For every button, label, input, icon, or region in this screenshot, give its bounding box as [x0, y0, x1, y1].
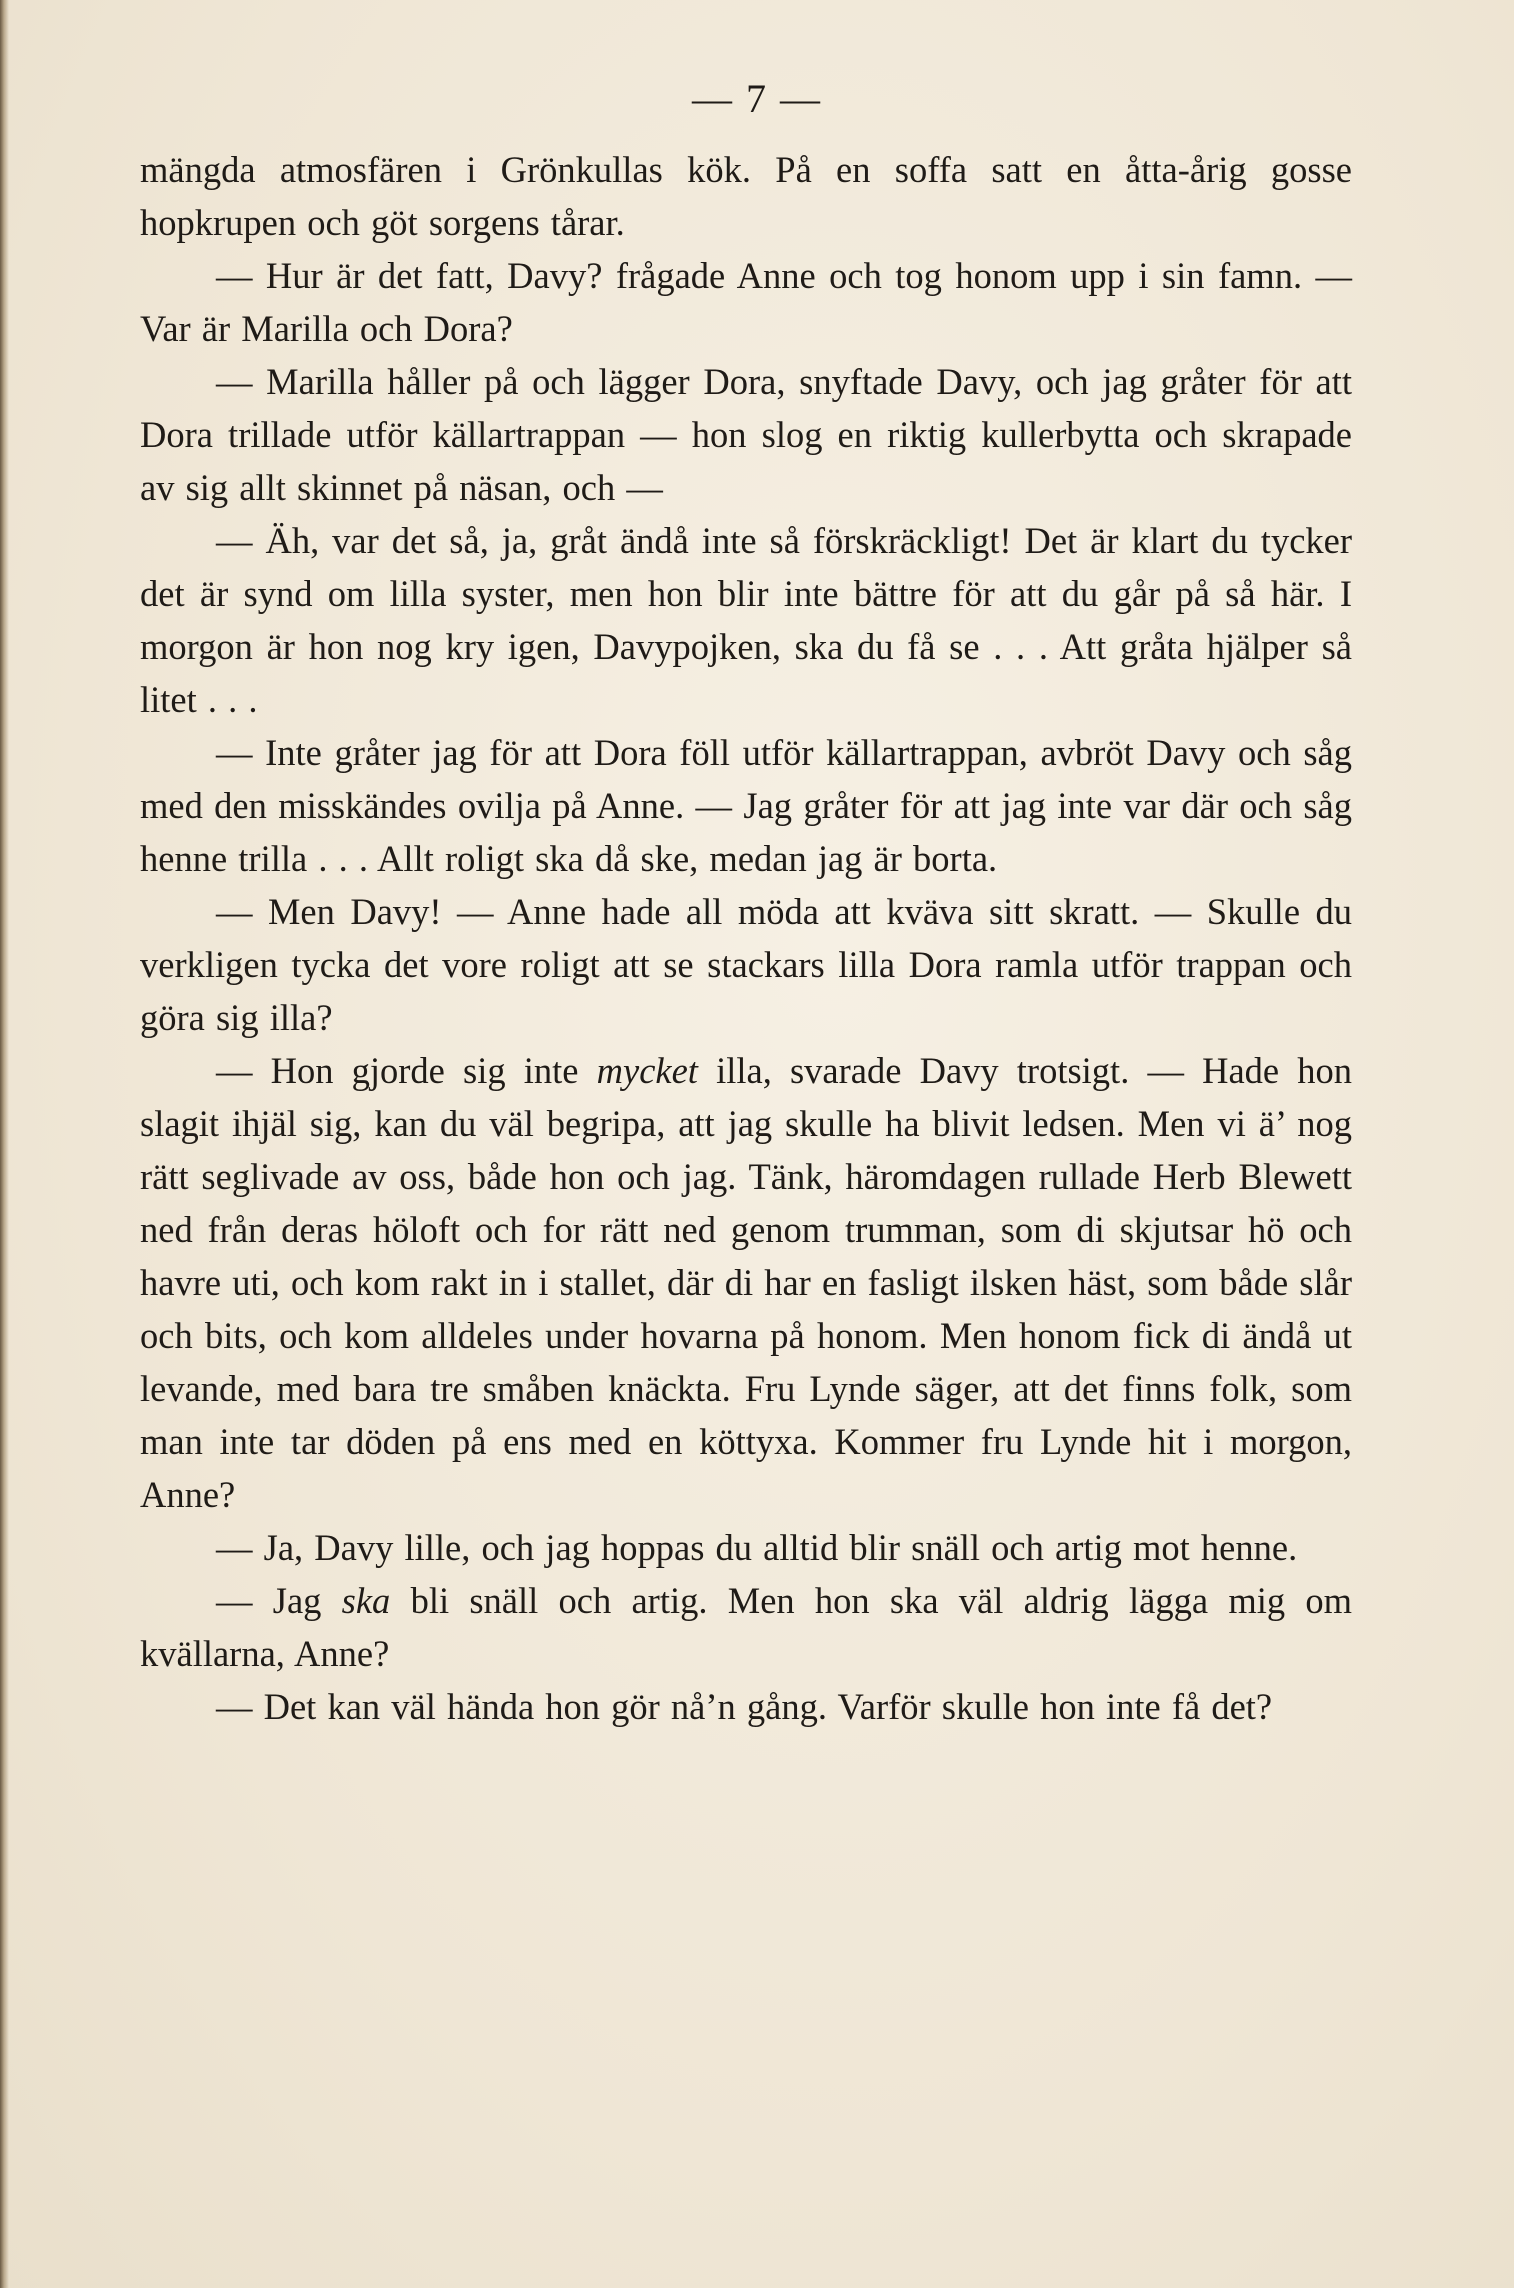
paragraph-text: illa, svarade Davy trotsigt. — Hade hon slagit ihjäl sig, kan du väl begripa, att jag skulle ha blivit ledsen. Men vi ä’ nog rätt seglivade av oss, både hon och jag. Tänk, häromdagen rullade Herb Blewett ned från deras höloft och for rätt ned genom trumman, som di skjutsar hö och havre uti, och kom rakt in i stallet, där di har en fasligt ilsken häst, som både slår och bits, och kom alldeles under hovarna på honom. Men honom fick di ändå ut levande, med bara tre småben knäckta. Fru Lynde säger, att det finns folk, som man inte tar döden på ens med en köttyxa. Kommer fru Lynde hit i morgon, Anne? — [140, 1050, 1353, 1515]
paragraph: mängda atmosfären i Grönkullas kök. På en soffa satt en åtta-årig gosse hopkrupen och göt sorgens tårar. — [140, 149, 1352, 243]
paragraph: — Marilla håller på och lägger Dora, snyftade Davy, och jag gråter för att Dora trillade utför källartrappan — hon slog en riktig kullerbytta och skrapade av sig allt skinnet på näsan, och — — [140, 361, 1352, 508]
paragraph-text: — Hon gjorde sig inte — [216, 1050, 597, 1091]
paragraph-text: — Jag — [216, 1580, 342, 1621]
paragraph: — Äh, var det så, ja, gråt ändå inte så förskräckligt! Det är klart du tycker det är synd om lilla syster, men hon blir inte bättre för att du går på så här. I morgon är hon nog kry igen, Davypojken, ska du få se . . . Att gråta hjälper så litet . . . — [140, 520, 1352, 720]
paragraph: — Inte gråter jag för att Dora föll utför källartrappan, avbröt Davy och såg med den misskändes ovilja på Anne. — Jag gråter för att jag inte var där och såg henne trilla . . . Allt roligt ska då ske, medan jag är borta. — [140, 732, 1352, 879]
emphasized-word: mycket — [596, 1050, 698, 1091]
paragraph: — Hur är det fatt, Davy? frågade Anne och tog honom upp i sin famn. — Var är Marilla och Dora? — [140, 255, 1352, 349]
paragraph — [140, 1574, 1352, 1680]
paragraph: — Det kan väl hända hon gör nå’n gång. Varför skulle hon inte få det? — [216, 1686, 1273, 1727]
paragraph — [140, 1044, 1352, 1521]
paragraph: — Ja, Davy lille, och jag hoppas du alltid blir snäll och artig mot henne. — [216, 1527, 1298, 1568]
page-number: — 7 — — [692, 76, 822, 121]
page-spine-edge — [0, 0, 9, 2288]
emphasized-word: ska — [341, 1580, 391, 1621]
paragraph-text: bli snäll och artig. Men hon ska väl aldrig lägga mig om kvällarna, Anne? — [140, 1580, 1352, 1674]
body-text — [140, 143, 1352, 1733]
paragraph: — Men Davy! — Anne hade all möda att kväva sitt skratt. — Skulle du verkligen tycka det vore roligt att se stackars lilla Dora ramla utför trappan och göra sig illa? — [140, 891, 1352, 1038]
